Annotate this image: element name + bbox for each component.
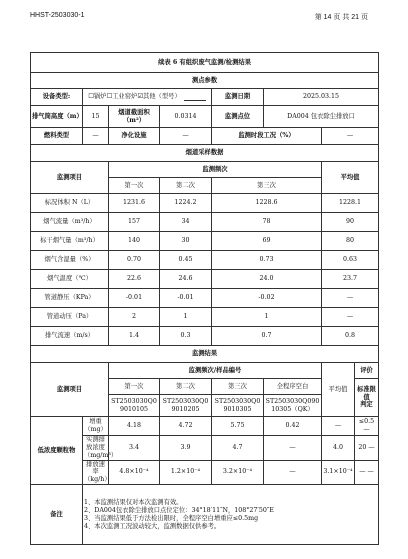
cell: 2: [109, 308, 160, 327]
note-line: 4、本次监测工况波动较大，监测数据仅供参考。: [84, 522, 221, 530]
cell: 30: [160, 232, 212, 251]
row-label: 烟气含湿量（%）: [31, 251, 109, 270]
cell: 3.9: [160, 436, 212, 461]
cell: 0.42: [264, 417, 322, 436]
table-row: [31, 289, 379, 308]
cell: —: [264, 436, 322, 461]
notes-body: [83, 485, 379, 545]
cell: 3.4: [109, 436, 160, 461]
row-label: 标况体积 N（L）: [31, 194, 109, 213]
stack-height-value: 15: [83, 106, 109, 128]
point-label: 监测点位: [212, 106, 264, 128]
table-row: [31, 417, 379, 436]
table-row: [31, 213, 379, 232]
std-judge-cell: [355, 417, 379, 436]
cell: 1.4: [109, 327, 160, 346]
cell: 4.8×10⁻⁴: [109, 460, 160, 485]
monitor-date-label: 监测日期: [212, 89, 264, 106]
row-label: 排气流速（m/s）: [31, 327, 109, 346]
judge-cell: —: [367, 468, 374, 476]
avg-cell: 4.0: [322, 436, 355, 461]
device-type-value: ☐锅炉☐工业窑炉☑其他（型号）: [88, 93, 181, 101]
cell: 22.6: [109, 270, 160, 289]
results-eval-header: 评价: [355, 363, 379, 379]
condition-value: —: [322, 128, 379, 145]
row-label: 烟气温度（℃）: [31, 270, 109, 289]
purify-label: 净化设施: [109, 128, 160, 145]
flue-section-title: 烟道采样数据: [31, 145, 379, 162]
stack-height-label: 排气筒高度（m）: [31, 106, 83, 128]
std-judge-cell: [355, 460, 379, 485]
row-label: 增重（mg）: [83, 417, 109, 436]
avg-cell: —: [322, 417, 355, 436]
table-row: [31, 308, 379, 327]
device-type-cell: [83, 89, 212, 106]
table-title: 续表 6 有组织废气监测/检测结果: [31, 53, 379, 73]
sample-id-blank: ST2503030Q09010305（QK）: [264, 395, 322, 417]
cell: 140: [109, 232, 160, 251]
results-avg-header: 平均值: [322, 363, 355, 417]
avg-cell: —: [322, 289, 379, 308]
judge-header-text: 判定: [360, 401, 373, 409]
report-number: HHST-2503030-1: [30, 12, 85, 19]
table-row: [31, 436, 379, 461]
sample-id-2: ST2503030Q09010205: [160, 395, 212, 417]
cell: 1: [212, 308, 322, 327]
results-col-3: 第三次: [212, 379, 264, 395]
row-label: 烟气流量（m³/h）: [31, 213, 109, 232]
results-section-title: 监测结果: [31, 346, 379, 363]
row-label: 管道静压（KPa）: [31, 289, 109, 308]
note-line: 1、本监测结果仅对本次监测有效。: [84, 498, 183, 506]
monitor-date-value: 2025.03.15: [264, 89, 379, 106]
sample-id-3: ST2503030Q09010305: [212, 395, 264, 417]
cell: 0.73: [212, 251, 322, 270]
pollutant-group: 低浓度颗粒物: [31, 417, 83, 485]
flue-item-header: 监测项目: [31, 162, 109, 194]
flue-col-2: 第二次: [160, 178, 212, 194]
cell: 5.75: [212, 417, 264, 436]
cell: 24.0: [212, 270, 322, 289]
params-section-title: 测点参数: [31, 73, 379, 89]
table-row: [31, 232, 379, 251]
results-col-1: 第一次: [109, 379, 160, 395]
results-freq-header: 监测频次/样品编号: [109, 363, 322, 379]
cell: 1.2×10⁻⁴: [160, 460, 212, 485]
table-row: [31, 194, 379, 213]
note-line: 3、当监测结果低于方法检出限时，全程序空白增重应≤0.5mg: [84, 514, 259, 522]
row-label: 排放速率（kg/h）: [84, 460, 111, 484]
std-cell: —: [359, 468, 366, 476]
cell: 69: [212, 232, 322, 251]
cell: 0.3: [160, 327, 212, 346]
cell: 1231.6: [109, 194, 160, 213]
avg-cell: 0.63: [322, 251, 379, 270]
results-col-blank: 全程序空白: [264, 379, 322, 395]
condition-label: 监测时段工况（%）: [212, 128, 322, 145]
table-row: [31, 460, 379, 485]
row-label: 管道动压（Pa）: [31, 308, 109, 327]
fuel-label: 燃料类型: [31, 128, 83, 145]
cell: 4.7: [212, 436, 264, 461]
std-cell: 20: [358, 443, 367, 451]
avg-cell: —: [322, 308, 379, 327]
cell: —: [264, 460, 322, 485]
page-number: 第 14 页 共 21 页: [314, 14, 368, 21]
cell: 4.72: [160, 417, 212, 436]
table-row: [31, 270, 379, 289]
std-judge-cell: [355, 436, 379, 461]
std-cell: ≤0.5: [358, 418, 375, 426]
judge-cell: —: [363, 426, 370, 433]
note-line: 2、DA004包衣除尘排放口点位定位：34°18′11″N，108°27′50″E: [84, 506, 274, 514]
fuel-value: —: [83, 128, 109, 145]
flue-area-value: 0.0314: [160, 106, 212, 128]
flue-freq-header: 监测频次: [109, 162, 322, 178]
avg-cell: 90: [322, 213, 379, 232]
avg-cell: 1228.1: [322, 194, 379, 213]
cell: 1224.2: [160, 194, 212, 213]
results-std-header: [355, 379, 379, 417]
device-type-label: 设备类型:: [31, 89, 83, 106]
flue-avg-header: 平均值: [322, 162, 379, 194]
model-underline: [184, 95, 206, 101]
cell: 4.18: [109, 417, 160, 436]
cell: 1228.6: [212, 194, 322, 213]
flue-col-3: 第三次: [212, 178, 322, 194]
cell: 24.6: [160, 270, 212, 289]
avg-cell: 3.1×10⁻⁴: [322, 460, 355, 485]
row-label: 标干烟气量（m³/h）: [31, 232, 109, 251]
cell: -0.01: [160, 289, 212, 308]
cell: -0.01: [109, 289, 160, 308]
row-label: 实测排放浓度（mg/m³）: [84, 436, 118, 459]
avg-cell: 80: [322, 232, 379, 251]
cell: 0.7: [212, 327, 322, 346]
monitoring-table: [30, 52, 379, 545]
cell: 78: [212, 213, 322, 232]
avg-cell: 0.8: [322, 327, 379, 346]
cell: -0.02: [212, 289, 322, 308]
cell: 3.2×10⁻⁴: [212, 460, 264, 485]
table-row: [31, 327, 379, 346]
results-item-header: 监测项目: [31, 363, 109, 417]
cell: 0.70: [109, 251, 160, 270]
sample-id-1: ST2503030Q09010105: [109, 395, 160, 417]
notes-label: 备注: [31, 485, 83, 545]
table-row: [31, 251, 379, 270]
purify-value: —: [160, 128, 212, 145]
cell: 157: [109, 213, 160, 232]
cell: 0.45: [160, 251, 212, 270]
point-value: DA004 包衣除尘排放口: [264, 106, 379, 128]
std-header-text: 标准限值: [357, 385, 376, 401]
flue-area-label: 烟道截面积（m²）: [109, 106, 160, 128]
results-col-2: 第二次: [160, 379, 212, 395]
page-header: [30, 12, 368, 22]
cell: 1: [160, 308, 212, 327]
judge-cell: —: [368, 443, 375, 451]
cell: 34: [160, 213, 212, 232]
flue-col-1: 第一次: [109, 178, 160, 194]
avg-cell: 23.7: [322, 270, 379, 289]
